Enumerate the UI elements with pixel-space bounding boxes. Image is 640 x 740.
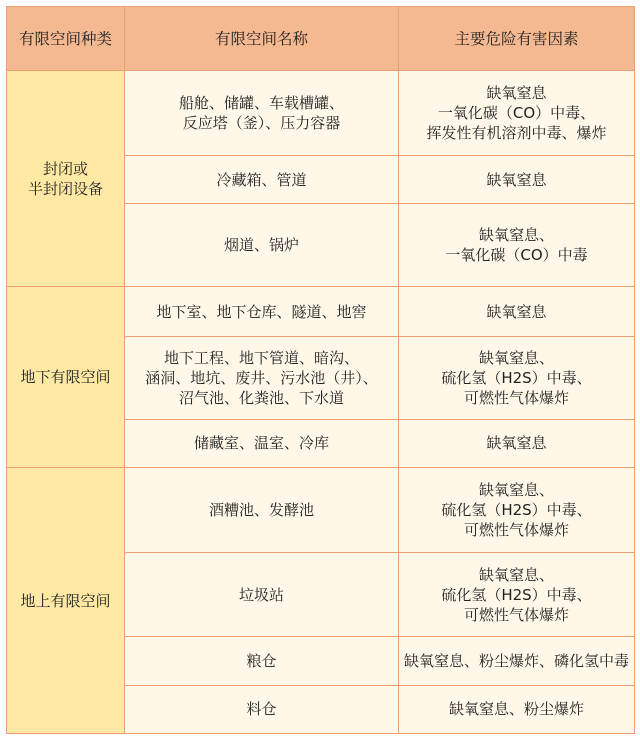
hazard-cell: 缺氧窒息、 硫化氢（H2S）中毒、 可燃性气体爆炸 xyxy=(399,468,635,553)
category-cell: 地上有限空间 xyxy=(7,468,125,734)
space-name-cell: 地下室、地下仓库、隧道、地窖 xyxy=(125,286,399,336)
hazard-cell: 缺氧窒息、 一氧化碳（CO）中毒 xyxy=(399,204,635,287)
hazard-cell: 缺氧窒息 xyxy=(399,419,635,467)
table-row xyxy=(7,468,635,553)
space-name-cell: 烟道、锅炉 xyxy=(125,204,399,287)
space-name-cell: 垃圾站 xyxy=(125,552,399,637)
space-name-cell: 料仓 xyxy=(125,685,399,733)
hazard-cell: 缺氧窒息、粉尘爆炸 xyxy=(399,685,635,733)
space-name-cell: 船舱、储罐、车载槽罐、 反应塔（釜）、压力容器 xyxy=(125,71,399,156)
hazard-cell: 缺氧窒息、 硫化氢（H2S）中毒、 可燃性气体爆炸 xyxy=(399,552,635,637)
hazard-cell: 缺氧窒息、 硫化氢（H2S）中毒、 可燃性气体爆炸 xyxy=(399,337,635,420)
space-name-cell: 冷藏箱、管道 xyxy=(125,156,399,204)
space-name-cell: 酒糟池、发酵池 xyxy=(125,468,399,553)
space-name-cell: 储藏室、温室、冷库 xyxy=(125,419,399,467)
hazard-cell: 缺氧窒息 xyxy=(399,286,635,336)
header-category: 有限空间种类 xyxy=(7,7,125,71)
space-name-cell: 地下工程、地下管道、暗沟、 涵洞、地坑、废井、污水池（井）、 沼气池、化粪池、下水道 xyxy=(125,337,399,420)
table-row xyxy=(7,71,635,156)
category-cell: 封闭或 半封闭设备 xyxy=(7,71,125,286)
header-hazard: 主要危险有害因素 xyxy=(399,7,635,71)
hazard-table xyxy=(6,6,635,734)
header-name: 有限空间名称 xyxy=(125,7,399,71)
table-row xyxy=(7,286,635,336)
space-name-cell: 粮仓 xyxy=(125,637,399,685)
hazard-cell: 缺氧窒息 xyxy=(399,156,635,204)
category-cell: 地下有限空间 xyxy=(7,286,125,467)
header-row xyxy=(7,7,635,71)
hazard-cell: 缺氧窒息 一氧化碳（CO）中毒、 挥发性有机溶剂中毒、爆炸 xyxy=(399,71,635,156)
hazard-cell: 缺氧窒息、粉尘爆炸、磷化氢中毒 xyxy=(399,637,635,685)
